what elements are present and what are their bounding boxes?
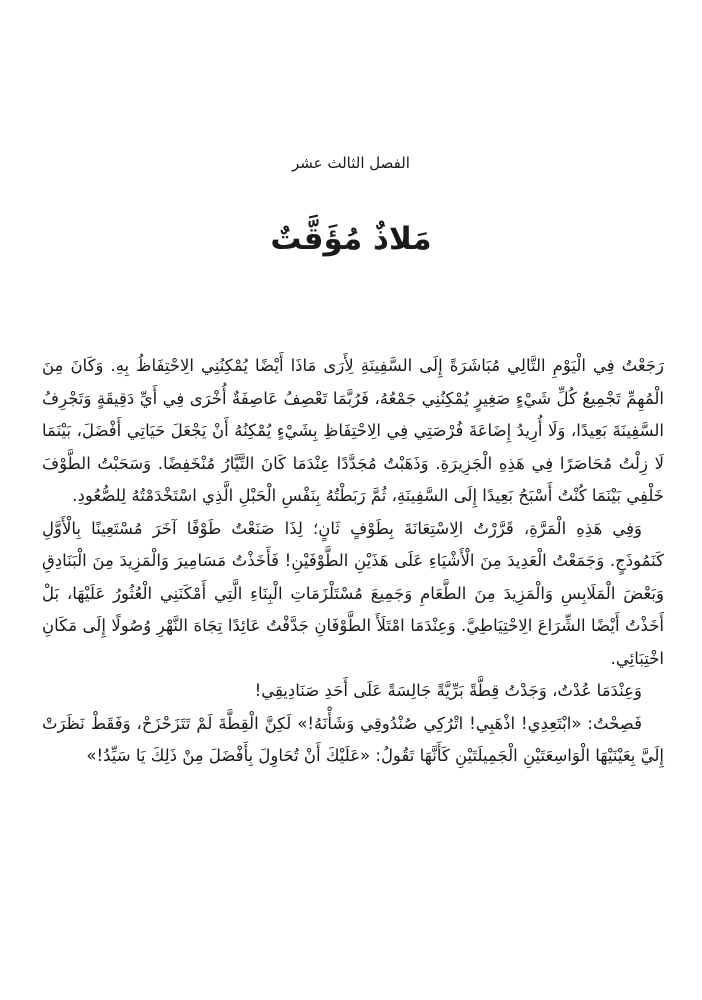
chapter-title: مَلاذٌ مُؤَقَّتٌ bbox=[270, 221, 432, 257]
paragraph-1: رَجَعْتُ فِي الْيَوْمِ التَّالِي مُبَاشَرَةً إِلَى السَّفِينَةِ لِأَرَى مَاذَا أَيْضًا يُمْكِنُنِي الِاحْتِفَاظُ بِهِ. وَكَانَ مِنَ الْمُهِمِّ تَجْمِيعُ كُلِّ شَيْءٍ صَغِيرٍ يُمْكِنُنِي جَمْعُهُ، فَرُبَّمَا تَعْصِفُ عَاصِفَةٌ أُخْرَى فِي أَيِّ دَقِيقَةٍ وَتَجْرِفُ السَّفِينَةَ بَعِيدًا، وَلَا أُرِيدُ إِضَاعَةَ فُرْصَتِي فِي الِاحْتِفَاظِ بِشَيْءٍ يُمْكِنُهُ أَنْ يَجْعَلَ حَيَاتِي أَفْضَلَ، بَيْنَمَا لَا زِلْتُ مُحَاصَرًا فِي هَذِهِ الْجَزِيرَةِ. وَذَهَبْتُ مُجَدَّدًا عِنْدَمَا كَانَ التَّيَّارُ مُنْخَفِضًا. وَسَحَبْتُ الطَّوْفَ خَلْفِي بَيْنَمَا كُنْتُ أَسْبَحُ بَعِيدًا إِلَى السَّفِينَةِ، ثُمَّ رَبَطْتُهُ بِنَفْسِ الْحَبْلِ الَّذِي اسْتَخْدَمْتُهُ لِلصُّعُودِ. bbox=[42, 356, 664, 505]
chapter-body bbox=[42, 350, 664, 773]
paragraph-2: وَفِي هَذِهِ الْمَرَّةِ، قَرَّرْتُ الِاسْتِعَانَةَ بِطَوْفٍ ثَانٍ؛ لِذَا صَنَعْتُ طَوْفًا آخَرَ مُسْتَعِينًا بِالْأَوَّلِ كَنَمُوذَجٍ. وَجَمَعْتُ الْعَدِيدَ مِنَ الْأَشْيَاءِ عَلَى هَذَيْنِ الطَّوْفَيْنِ! فَأَخَذْتُ مَسَامِيرَ وَالْمَزِيدَ مِنَ الْبَنَادِقِ وَبَعْضَ الْمَلَابِسِ وَالْمَزِيدَ مِنَ الطَّعَامِ وَجَمِيعَ مُسْتَلْزَمَاتِ الْبِنَاءِ الَّتِي أَمْكَنَنِي الْعُثُورُ عَلَيْهَا، بَلْ أَخَذْتُ أَيْضًا الشِّرَاعَ الِاحْتِيَاطِيَّ. وَعِنْدَمَا امْتَلَأَ الطَّوْفَانِ جَدَّفْتُ عَائِدًا تِجَاهَ النَّهْرِ وُصُولًا إِلَى مَكَانِ اخْتِبَائِي. bbox=[42, 518, 664, 668]
paragraph-3: وَعِنْدَمَا عُدْتُ، وَجَدْتُ قِطَّةً بَرِّيَّةً جَالِسَةً عَلَى أَحَدِ صَنَادِيقِي! bbox=[254, 681, 642, 700]
paragraph-4: فَصِحْتُ: «ابْتَعِدِي! اذْهَبِي! اتْرُكِي صُنْدُوقِي وَشَأْنَهُ!» لَكِنَّ الْقِطَّةَ لَمْ تَتَزَحْزَحْ، وَفَقَطْ نَظَرَتْ إِلَيَّ بِعَيْنَيْهَا الْوَاسِعَتَيْنِ الْجَمِيلَتَيْنِ كَأَنَّهَا تَقُولُ: «عَلَيْكَ أَنْ تُحَاوِلَ بِأَفْضَلَ مِنْ ذَلِكَ يَا سَيِّدُ!» bbox=[42, 713, 664, 765]
chapter-number-label: الفصل الثالث عشر bbox=[292, 154, 410, 172]
